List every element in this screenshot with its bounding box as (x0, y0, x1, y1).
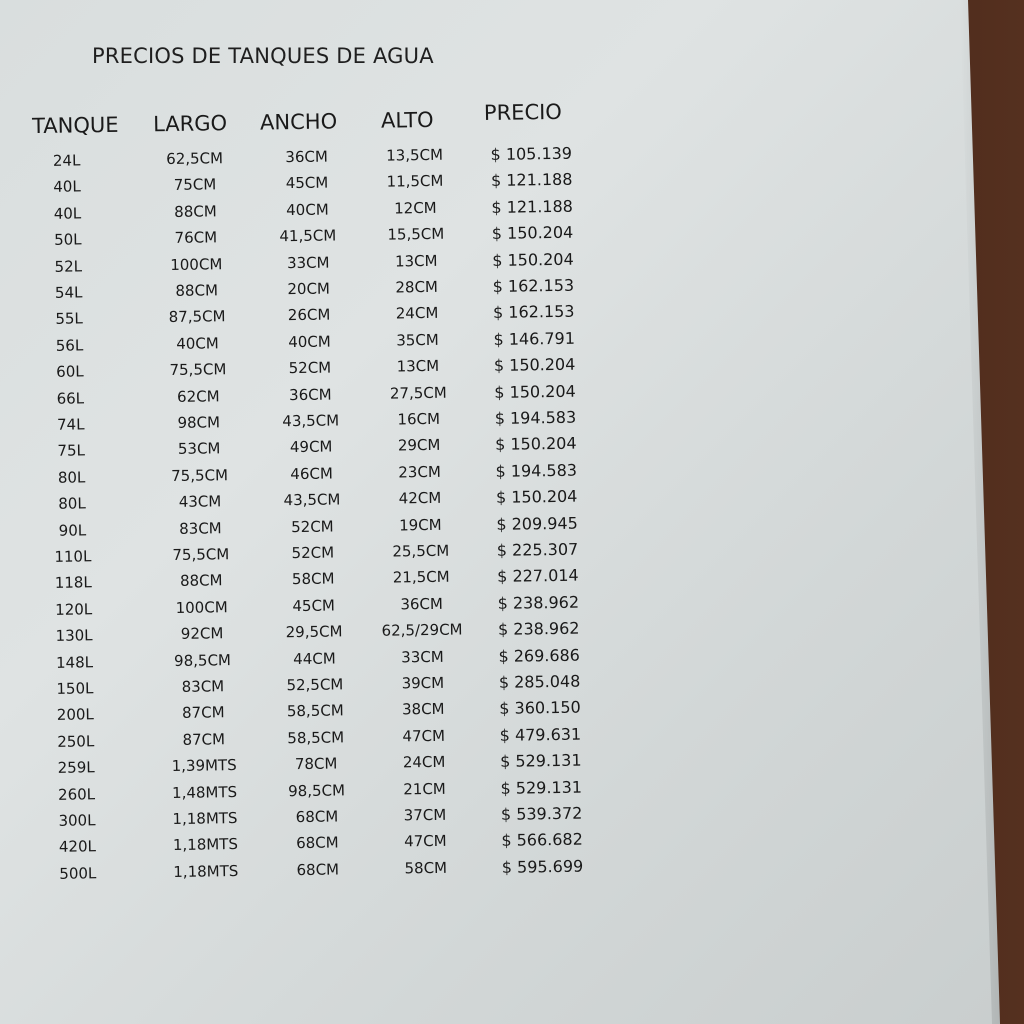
cell-largo: 1,39MTS (171, 756, 237, 776)
cell-largo: 1,18MTS (172, 809, 238, 829)
cell-precio: $ 194.583 (495, 460, 578, 481)
cell-precio: $ 238.962 (497, 592, 580, 613)
cell-tanque: 500L (59, 864, 97, 883)
cell-tanque: 259L (57, 758, 95, 778)
cell-alto: 47CM (403, 832, 447, 851)
cell-tanque: 80L (58, 494, 86, 513)
cell-alto: 47CM (402, 726, 446, 746)
cell-ancho: 45CM (292, 596, 336, 615)
cell-largo: 83CM (181, 677, 225, 696)
cell-largo: 75,5CM (171, 465, 229, 485)
cell-precio: $ 121.188 (490, 170, 573, 191)
cell-largo: 40CM (176, 334, 219, 353)
cell-ancho: 26CM (287, 305, 331, 325)
cell-tanque: 55L (55, 309, 83, 329)
cell-largo: 87CM (182, 730, 226, 749)
cell-alto: 23CM (398, 462, 441, 482)
cell-tanque: 90L (58, 520, 87, 540)
cell-precio: $ 479.631 (499, 724, 582, 745)
cell-tanque: 420L (58, 837, 97, 857)
cell-precio: $ 194.583 (494, 407, 577, 428)
cell-alto: 12CM (394, 198, 437, 218)
cell-tanque: 75L (57, 441, 86, 461)
cell-alto: 42CM (398, 488, 442, 508)
cell-tanque: 80L (57, 468, 86, 487)
cell-tanque: 60L (56, 362, 84, 381)
cell-largo: 98,5CM (173, 650, 232, 670)
cell-precio: $ 146.791 (493, 328, 576, 349)
cell-largo: 87,5CM (168, 307, 226, 327)
cell-ancho: 44CM (293, 649, 336, 668)
cell-largo: 88CM (174, 202, 217, 221)
cell-tanque: 148L (55, 652, 94, 672)
cell-alto: 29CM (397, 436, 441, 455)
cell-precio: $ 269.686 (498, 645, 581, 666)
cell-ancho: 40CM (288, 332, 331, 351)
cell-largo: 62CM (176, 386, 220, 406)
cell-largo: 43CM (178, 492, 222, 512)
cell-ancho: 49CM (289, 437, 333, 457)
cell-ancho: 58CM (291, 569, 335, 589)
cell-ancho: 40CM (286, 200, 329, 219)
cell-ancho: 20CM (287, 279, 331, 299)
cell-precio: $ 162.153 (492, 275, 575, 296)
cell-tanque: 250L (57, 732, 95, 751)
cell-tanque: 40L (53, 204, 82, 223)
cell-largo: 53CM (177, 439, 221, 459)
cell-tanque: 120L (55, 600, 93, 619)
cell-alto: 13CM (396, 356, 440, 376)
cell-tanque: 300L (58, 811, 96, 830)
cell-precio: $ 529.131 (500, 777, 583, 798)
cell-alto: 36CM (400, 594, 444, 614)
cell-tanque: 200L (56, 705, 94, 725)
cell-tanque: 50L (54, 230, 82, 250)
cell-tanque: 54L (54, 283, 83, 302)
cell-ancho: 52,5CM (286, 675, 344, 695)
cell-alto: 15,5CM (387, 224, 445, 244)
cell-largo: 1,18MTS (173, 861, 239, 881)
cell-ancho: 58,5CM (287, 728, 345, 748)
cell-largo: 62,5CM (166, 149, 224, 169)
cell-alto: 16CM (397, 409, 441, 429)
cell-alto: 58CM (404, 858, 448, 878)
cell-ancho: 45CM (285, 173, 329, 193)
cell-alto: 28CM (395, 277, 439, 297)
cell-precio: $ 150.204 (495, 486, 578, 508)
cell-precio: $ 539.372 (500, 803, 583, 824)
cell-largo: 88CM (175, 281, 219, 300)
cell-precio: $ 150.204 (495, 434, 577, 455)
cell-precio: $ 566.682 (501, 829, 583, 851)
cell-alto: 33CM (401, 647, 444, 667)
cell-alto: 24CM (395, 304, 439, 323)
cell-alto: 13,5CM (386, 145, 444, 165)
cell-largo: 87CM (181, 703, 225, 723)
cell-precio: $ 121.188 (491, 196, 574, 217)
cell-alto: 38CM (401, 700, 445, 719)
cell-alto: 13CM (394, 251, 438, 271)
cell-ancho: 36CM (288, 385, 332, 404)
cell-ancho: 68CM (295, 807, 339, 827)
cell-largo: 75,5CM (172, 545, 230, 565)
cell-precio: $ 360.150 (499, 698, 581, 719)
cell-ancho: 98,5CM (288, 780, 346, 800)
cell-tanque: 260L (57, 784, 96, 804)
cell-ancho: 46CM (290, 464, 333, 483)
document-title: PRECIOS DE TANQUES DE AGUA (92, 44, 434, 68)
cell-ancho: 68CM (295, 833, 339, 853)
cell-tanque: 66L (56, 388, 85, 408)
cell-ancho: 68CM (296, 860, 340, 879)
cell-ancho: 43,5CM (283, 490, 341, 510)
cell-precio: $ 227.014 (497, 566, 579, 587)
cell-alto: 21CM (403, 779, 446, 799)
cell-largo: 75,5CM (169, 360, 227, 380)
cell-alto: 19CM (398, 515, 442, 535)
cell-alto: 21,5CM (392, 568, 450, 587)
cell-tanque: 130L (55, 626, 93, 646)
cell-largo: 92CM (180, 624, 224, 644)
cell-precio: $ 238.962 (497, 618, 580, 640)
cell-alto: 25,5CM (392, 541, 450, 561)
cell-largo: 100CM (170, 254, 223, 274)
header-precio: PRECIO (483, 99, 563, 126)
cell-ancho: 58,5CM (286, 701, 344, 721)
cell-precio: $ 150.204 (494, 381, 576, 402)
cell-alto: 39CM (401, 673, 445, 693)
header-largo: LARGO (152, 111, 228, 137)
cell-ancho: 78CM (294, 754, 338, 774)
cell-tanque: 52L (54, 256, 83, 276)
header-alto: ALTO (380, 107, 434, 133)
cell-precio: $ 595.699 (501, 856, 584, 877)
cell-precio: $ 225.307 (496, 539, 579, 560)
cell-largo: 1,48MTS (171, 782, 238, 802)
cell-precio: $ 209.945 (496, 513, 578, 534)
cell-precio: $ 529.131 (499, 750, 582, 772)
cell-precio: $ 150.204 (493, 354, 576, 376)
cell-precio: $ 285.048 (498, 671, 581, 692)
cell-tanque: 74L (56, 415, 85, 434)
cell-ancho: 36CM (285, 147, 328, 167)
cell-ancho: 41,5CM (279, 226, 337, 246)
cell-largo: 88CM (179, 571, 223, 591)
cell-tanque: 24L (52, 151, 81, 170)
cell-precio: $ 150.204 (492, 249, 574, 270)
cell-ancho: 52CM (291, 517, 334, 536)
cell-alto: 35CM (396, 330, 439, 350)
cell-largo: 75CM (173, 175, 217, 195)
cell-tanque: 110L (54, 547, 92, 566)
cell-precio: $ 162.153 (492, 302, 575, 323)
cell-ancho: 52CM (291, 543, 335, 563)
cell-alto: 27,5CM (389, 383, 447, 403)
header-ancho: ANCHO (259, 109, 338, 135)
cell-precio: $ 150.204 (491, 222, 574, 244)
cell-tanque: 40L (53, 177, 81, 197)
cell-largo: 1,18MTS (172, 835, 239, 855)
cell-ancho: 52CM (288, 358, 332, 378)
cell-ancho: 33CM (286, 253, 330, 272)
cell-ancho: 43,5CM (282, 411, 340, 431)
cell-alto: 37CM (403, 805, 447, 825)
cell-alto: 24CM (402, 752, 446, 772)
cell-alto: 11,5CM (386, 172, 444, 191)
cell-ancho: 29,5CM (285, 622, 343, 642)
cell-largo: 98CM (177, 413, 221, 432)
cell-largo: 83CM (179, 518, 222, 538)
cell-precio: $ 105.139 (490, 143, 573, 164)
cell-largo: 100CM (175, 597, 228, 617)
cell-tanque: 56L (55, 336, 84, 355)
cell-largo: 76CM (174, 228, 218, 248)
header-tanque: TANQUE (31, 112, 119, 139)
cell-alto: 62,5/29CM (381, 620, 463, 640)
cell-tanque: 118L (54, 573, 92, 593)
cell-tanque: 150L (56, 679, 94, 698)
